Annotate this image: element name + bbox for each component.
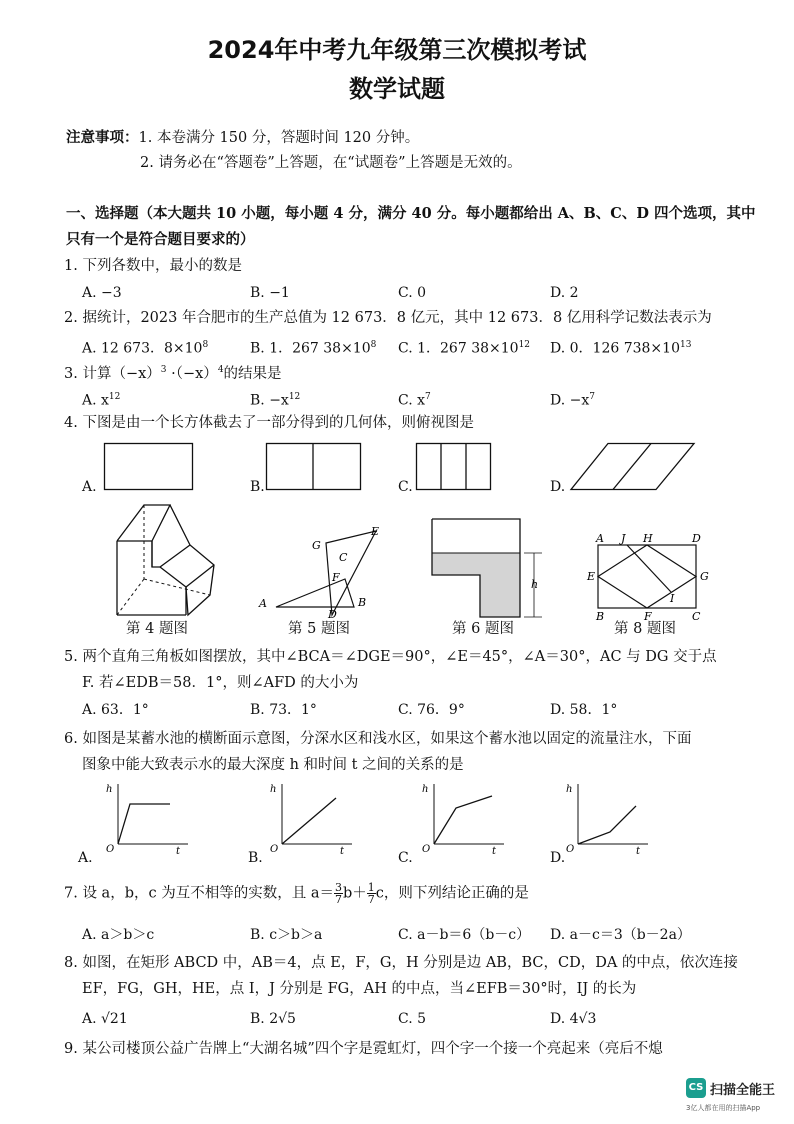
q2-option-c-exp: 12 [518, 340, 531, 350]
q3-stem-exp-2: 4 [217, 365, 224, 375]
q8-option-d: D. 4√3 [550, 1011, 597, 1027]
graph-c-label-t: t [492, 846, 497, 857]
q2-option-d-text: D. 0．126 738×10 [550, 340, 680, 357]
q2-option-a-text: A. 12 673．8×10 [82, 340, 203, 357]
q4-option-a: A. [82, 479, 97, 495]
q2-option-b-exp: 8 [370, 340, 377, 350]
question-8-line-1: 8. 如图，在矩形 ABCD 中，AB＝4，点 E，F，G，H 分别是边 AB，BC，CD，DA 的中点，依次连接 [64, 955, 738, 971]
q7-fraction-2 [367, 882, 376, 905]
q3-option-b-text: B. −x [250, 392, 289, 409]
figure-4-solid [112, 503, 222, 621]
q7-option-c: C. a－b＝6（b－c） [398, 927, 531, 943]
fig5-label-g: G [312, 539, 321, 552]
q8-option-a: A. √21 [82, 1011, 128, 1027]
q3-option-a-text: A. x [82, 392, 109, 409]
graph-c-label-h: h [422, 784, 429, 795]
fig5-label-a: A [259, 597, 267, 610]
page-subtitle: 数学试题 [349, 75, 445, 103]
question-4-stem: 4. 下图是由一个长方体截去了一部分得到的几何体，则俯视图是 [64, 415, 474, 431]
q2-option-c [398, 336, 530, 358]
question-9-line-1: 9. 某公司楼顶公益广告牌上“大湖名城”四个字是霓虹灯，四个字一个接一个亮起来（亮后不熄 [64, 1041, 663, 1057]
q3-stem-c: 的结果是 [223, 365, 282, 382]
q2-option-a [82, 336, 208, 358]
q3-option-b-exp: 12 [288, 392, 301, 402]
q8-option-c: C. 5 [398, 1011, 427, 1027]
q4-option-b: B. [250, 479, 265, 495]
q6-graph-c [412, 780, 512, 855]
fig8-label-d: D [692, 532, 701, 545]
page-title: 2024年中考九年级第三次模拟考试 [207, 36, 587, 64]
q2-option-b [250, 336, 376, 358]
q6-option-a: A. [78, 850, 93, 866]
fig8-label-b: B [596, 610, 605, 623]
question-7-stem [64, 882, 529, 905]
q4-option-a-figure [104, 443, 194, 491]
q6-graph-a [96, 780, 196, 855]
q7-fraction-1 [334, 882, 343, 905]
graph-b-label-h: h [270, 784, 277, 795]
figure-8-caption: 第 8 题图 [614, 621, 676, 637]
figure-4-caption: 第 4 题图 [126, 621, 188, 637]
q3-stem-b: ·（−x） [166, 365, 218, 382]
q3-option-b [250, 388, 300, 410]
q3-option-a-exp: 12 [108, 392, 121, 402]
scanner-logo-tagline: 3亿人都在用的扫描App [686, 1104, 761, 1112]
q3-option-d-exp: 7 [589, 392, 595, 402]
q8-option-b: B. 2√5 [250, 1011, 296, 1027]
fig8-label-j: J [621, 532, 626, 545]
q4-option-c: C. [398, 479, 413, 495]
q4-option-d: D. [550, 479, 566, 495]
graph-c-label-o: O [422, 844, 431, 855]
notice-label: 注意事项： [66, 129, 139, 146]
q7-option-d: D. a－c＝3（b－2a） [550, 927, 691, 943]
q7-stem-b: b＋ [342, 885, 367, 902]
q3-option-d-text: D. −x [550, 392, 590, 409]
q6-option-c: C. [398, 850, 413, 866]
notice-item-1: 1. 本卷满分 150 分，答题时间 120 分钟。 [138, 130, 420, 146]
fig5-label-d: D [328, 608, 337, 621]
q1-option-c: C. 0 [398, 285, 427, 301]
fig8-label-e: E [587, 570, 596, 583]
q3-stem-a: 3. 计算（−x） [64, 365, 161, 382]
q5-option-b: B. 73．1° [250, 702, 317, 718]
question-5-line-2: F. 若∠EDB＝58．1°，则∠AFD 的大小为 [82, 675, 359, 691]
q2-option-a-exp: 8 [202, 340, 209, 350]
q3-option-d [550, 388, 595, 410]
q2-option-d [550, 336, 691, 358]
fig5-label-f: F [332, 571, 340, 584]
question-1-stem: 1. 下列各数中，最小的数是 [64, 258, 242, 274]
q3-option-c [398, 388, 431, 410]
q7-fraction-2-num: 1 [367, 881, 375, 894]
q6-option-b: B. [248, 850, 263, 866]
q5-option-c: C. 76．9° [398, 702, 465, 718]
q3-option-a [82, 388, 120, 410]
q4-option-b-figure [266, 443, 362, 491]
q7-fraction-1-den: 7 [334, 893, 342, 906]
figure-6-tank [430, 517, 550, 621]
q3-option-c-exp: 7 [425, 392, 431, 402]
graph-d-label-h: h [566, 784, 573, 795]
fig5-label-b: B [358, 596, 367, 609]
q6-graph-b [260, 780, 360, 855]
figure-8-rectangle [586, 531, 716, 623]
q1-option-a: A. −3 [82, 285, 122, 301]
scanner-logo-badge: CS [686, 1078, 706, 1098]
q5-option-a: A. 63．1° [82, 702, 149, 718]
q4-option-d-figure [570, 443, 696, 491]
q7-stem-a: 7. 设 a，b，c 为互不相等的实数，且 a＝ [64, 885, 334, 902]
question-2-stem: 2. 据统计，2023 年合肥市的生产总值为 12 673．8 亿元，其中 12 673．8 亿用科学记数法表示为 [64, 310, 712, 326]
graph-a-label-o: O [106, 844, 115, 855]
q6-graph-d [556, 780, 656, 855]
q7-fraction-2-den: 7 [367, 893, 375, 906]
section-heading-line-1: 一、选择题（本大题共 10 小题，每小题 4 分，满分 40 分。每小题都给出 A、B、C、D 四个选项，其中 [66, 205, 756, 222]
q5-option-d: D. 58．1° [550, 702, 618, 718]
figure-5-caption: 第 5 题图 [288, 621, 350, 637]
q2-option-d-exp: 13 [679, 340, 692, 350]
q7-option-a: A. a＞b＞c [82, 927, 155, 943]
fig8-label-c: C [692, 610, 701, 623]
question-6-line-1: 6. 如图是某蓄水池的横断面示意图，分深水区和浅水区，如果这个蓄水池以固定的流量注水，下面 [64, 731, 692, 747]
graph-a-label-t: t [176, 846, 181, 857]
q7-fraction-1-num: 3 [334, 881, 342, 894]
fig5-label-c: C [339, 551, 348, 564]
figure-5-triangles [258, 523, 388, 621]
question-8-line-2: EF，FG，GH，HE，点 I，J 分别是 FG，AH 的中点，当∠EFB＝30°时，IJ 的长为 [82, 981, 637, 997]
q2-option-c-text: C. 1．267 38×10 [398, 340, 519, 357]
graph-a-label-h: h [106, 784, 113, 795]
q7-option-b: B. c＞b＞a [250, 927, 323, 943]
fig8-label-f: F [644, 610, 652, 623]
graph-d-label-t: t [636, 846, 641, 857]
q4-option-c-figure [416, 443, 492, 491]
graph-b-label-t: t [340, 846, 345, 857]
fig8-label-a: A [596, 532, 604, 545]
question-6-line-2: 图象中能大致表示水的最大深度 h 和时间 t 之间的关系的是 [82, 757, 464, 773]
scanner-logo-name: 扫描全能王 [710, 1083, 776, 1098]
figure-6-caption: 第 6 题图 [452, 621, 514, 637]
q7-stem-c: c，则下列结论正确的是 [375, 885, 529, 902]
fig6-label-h: h [531, 578, 539, 591]
question-5-line-1: 5. 两个直角三角板如图摆放，其中∠BCA＝∠DGE＝90°，∠E＝45°，∠A＝30°，AC 与 DG 交于点 [64, 649, 717, 665]
notice-line-1 [66, 129, 419, 147]
fig8-label-i: I [670, 592, 675, 605]
notice-item-2: 2. 请务必在“答题卷”上答题，在“试题卷”上答题是无效的。 [140, 155, 522, 171]
question-3-stem [64, 361, 282, 383]
fig5-label-e: E [371, 525, 380, 538]
q3-stem-exp-1: 3 [160, 365, 167, 375]
fig8-label-h: H [643, 532, 653, 545]
fig8-label-g: G [700, 570, 709, 583]
graph-d-label-o: O [566, 844, 575, 855]
section-heading-line-2: 只有一个是符合题目要求的） [66, 231, 255, 248]
q1-option-d: D. 2 [550, 285, 579, 301]
q2-option-b-text: B. 1．267 38×10 [250, 340, 371, 357]
graph-b-label-o: O [270, 844, 279, 855]
q3-option-c-text: C. x [398, 392, 426, 409]
q1-option-b: B. −1 [250, 285, 290, 301]
q6-option-d: D. [550, 850, 566, 866]
